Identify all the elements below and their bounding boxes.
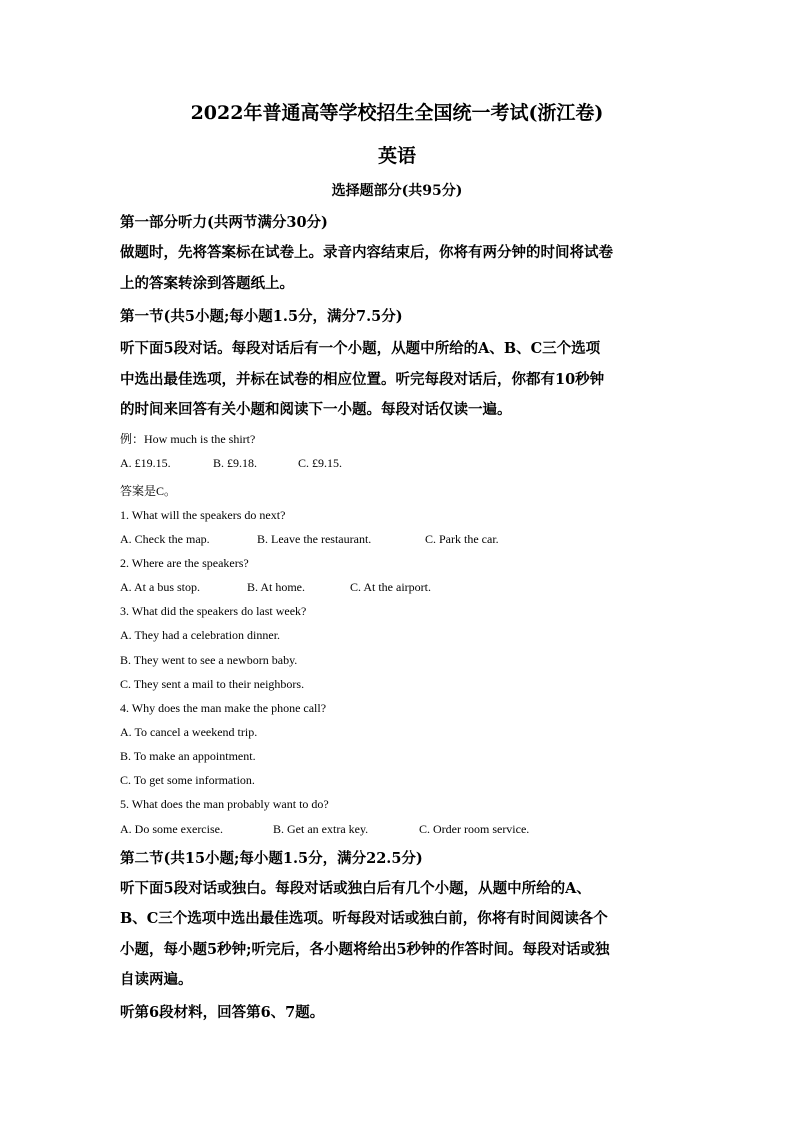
option-a: A. Do some exercise. xyxy=(120,822,223,836)
section1-instruction-line: 听下面5段对话。每段对话后有一个小题，从题中所给的A、B、C三个选项 xyxy=(120,340,601,357)
question-1: 1. What will the speakers do next? xyxy=(120,508,286,522)
option-a: A. Check the map. xyxy=(120,532,210,546)
part1-instruction-line: 上的答案转涂到答题纸上。 xyxy=(120,275,294,292)
part1-instruction-line: 做题时，先将答案标在试卷上。录音内容结束后，你将有两分钟的时间将试卷 xyxy=(120,244,613,261)
section1-instruction-line: 的时间来回答有关小题和阅读下一小题。每段对话仅读一遍。 xyxy=(120,401,512,418)
section2-instruction-line: B、C三个选项中选出最佳选项。听每段对话或独白前，你将有时间阅读各个 xyxy=(120,910,608,927)
question-4-option-c: C. To get some information. xyxy=(120,773,255,787)
option-a: A. At a bus stop. xyxy=(120,580,201,594)
option-a: A. £19.15. xyxy=(120,456,171,470)
section2-instruction-line: 小题，每小题5秒钟;听完后，各小题将给出5秒钟的作答时间。每段对话或独 xyxy=(120,941,610,958)
section1-heading: 第一节(共5小题;每小题1.5分，满分7.5分) xyxy=(120,308,403,325)
section2-instruction-line: 听下面5段对话或独白。每段对话或独白后有几个小题，从题中所给的A、 xyxy=(120,880,591,897)
option-c: C. Order room service. xyxy=(419,822,530,836)
part1-heading: 第一部分听力(共两节满分30分) xyxy=(120,214,328,231)
option-b: B. £9.18. xyxy=(213,456,258,470)
example-question: 例：How much is the shirt? xyxy=(120,432,256,446)
example-answer: 答案是C。 xyxy=(120,484,177,498)
section1-instruction-line: 中选出最佳选项，并标在试卷的相应位置。听完每段对话后，你都有10秒钟 xyxy=(120,371,605,388)
question-2: 2. Where are the speakers? xyxy=(120,556,249,570)
question-4-option-b: B. To make an appointment. xyxy=(120,749,256,763)
option-b: B. Get an extra key. xyxy=(273,822,369,836)
material-note: 听第6段材料，回答第6、7题。 xyxy=(120,1004,325,1021)
question-5: 5. What does the man probably want to do? xyxy=(120,797,329,811)
question-4: 4. Why does the man make the phone call? xyxy=(120,701,327,715)
exam-title: 2022年普通高等学校招生全国统一考试(浙江卷) xyxy=(190,102,604,124)
option-b: B. Leave the restaurant. xyxy=(257,532,372,546)
question-3-option-a: A. They had a celebration dinner. xyxy=(120,628,281,642)
section-header: 选择题部分(共95分) xyxy=(331,183,463,199)
question-3: 3. What did the speakers do last week? xyxy=(120,604,307,618)
subject-title: 英语 xyxy=(377,145,416,167)
section2-instruction-line: 自读两遍。 xyxy=(120,971,193,988)
option-b: B. At home. xyxy=(247,580,306,594)
option-c: C. Park the car. xyxy=(425,532,499,546)
option-c: C. £9.15. xyxy=(298,456,343,470)
question-3-option-b: B. They went to see a newborn baby. xyxy=(120,653,298,667)
option-c: C. At the airport. xyxy=(350,580,431,594)
section2-heading: 第二节(共15小题;每小题1.5分，满分22.5分) xyxy=(120,850,423,867)
question-4-option-a: A. To cancel a weekend trip. xyxy=(120,725,258,739)
question-3-option-c: C. They sent a mail to their neighbors. xyxy=(120,677,305,691)
